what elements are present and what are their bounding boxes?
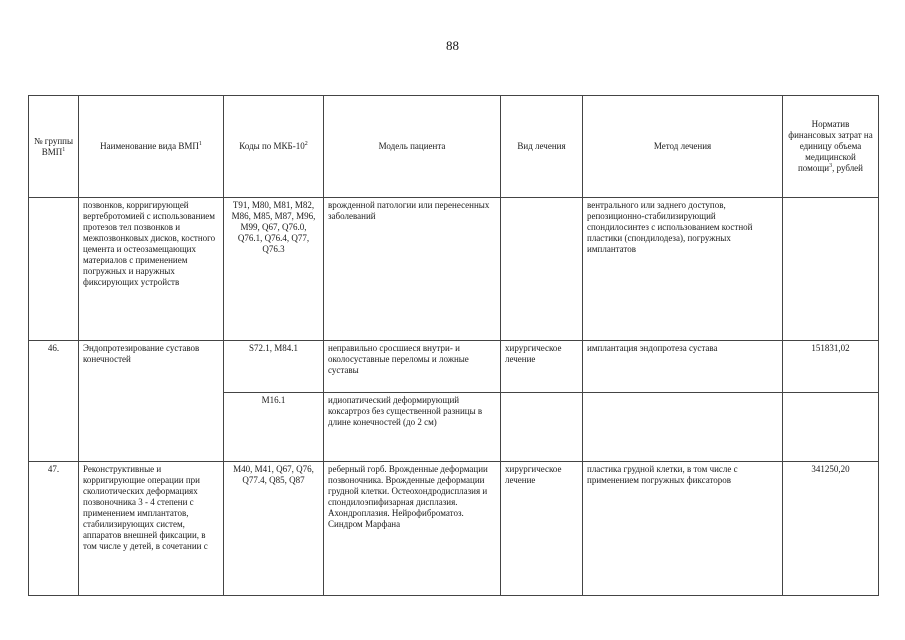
group-number-cell: 47. bbox=[29, 462, 79, 596]
treatment-type-cell bbox=[501, 393, 583, 462]
header-icd-codes: Коды по МКБ-$10^2$ bbox=[224, 96, 324, 198]
vmp-name-cell: Эндопротезирование суставов конечностей bbox=[79, 341, 224, 462]
treatment-type-cell: хирургическое лечение bbox=[501, 341, 583, 393]
patient-model-cell: неправильно сросшиеся внутри- и околосуставные переломы и ложные суставы bbox=[324, 341, 501, 393]
header-treatment-type: Вид лечения bbox=[501, 96, 583, 198]
cost-cell bbox=[783, 198, 879, 341]
table-row bbox=[29, 462, 879, 596]
vmp-table bbox=[28, 95, 879, 596]
vmp-name-cell: Реконструктивные и корригирующие операции при сколиотических деформациях позвоночника 3 - 4 степени с применением имплантатов, стабилизирующих систем, аппаратов внешней фиксации, в том числе у детей, в сочетании с bbox=[79, 462, 224, 596]
treatment-type-cell: хирургическое лечение bbox=[501, 462, 583, 596]
patient-model-cell: идиопатический деформирующий коксартроз без существенной разницы в длине конечностей (до 2 см) bbox=[324, 393, 501, 462]
treatment-method-cell: имплантация эндопротеза сустава bbox=[583, 341, 783, 393]
icd-codes-cell: M16.1 bbox=[224, 393, 324, 462]
patient-model-cell: врожденной патологии или перенесенных заболеваний bbox=[324, 198, 501, 341]
icd-codes-cell: M40, M41, Q67, Q76, Q77.4, Q85, Q87 bbox=[224, 462, 324, 596]
treatment-type-cell bbox=[501, 198, 583, 341]
vmp-name-cell: позвонков, корригирующей вертебротомией с использованием протезов тел позвонков и межпозвонковых дисков, костного цемента и остеозамещающих материалов с применением погружных и наружных фиксирующих устройств bbox=[79, 198, 224, 341]
header-vmp-name: Наименование вида ВМП$^1$ bbox=[79, 96, 224, 198]
cost-cell: 151831,02 bbox=[783, 341, 879, 393]
icd-codes-cell: S72.1, M84.1 bbox=[224, 341, 324, 393]
header-treatment-method: Метод лечения bbox=[583, 96, 783, 198]
header-group-number: № группы ВМП$^1$ bbox=[29, 96, 79, 198]
cost-cell bbox=[783, 393, 879, 462]
icd-codes-cell: T91, M80, M81, M82, M86, M85, M87, M96, M99, Q67, Q76.0, Q76.1, Q76.4, Q77, Q76.3 bbox=[224, 198, 324, 341]
group-number-cell bbox=[29, 198, 79, 341]
treatment-method-cell: вентрального или заднего доступов, репозиционно-стабилизирующий спондилосинтез с использованием костной пластики (спондилодеза), погружных имплантатов bbox=[583, 198, 783, 341]
treatment-method-cell bbox=[583, 393, 783, 462]
page-number: 88 bbox=[446, 38, 459, 53]
header-patient-model: Модель пациента bbox=[324, 96, 501, 198]
patient-model-cell: реберный горб. Врожденные деформации позвоночника. Врожденные деформации грудной клетки. Остеохондродисплазия и спондилоэпифизарная дисплазия. Ахондроплазия. Нейрофиброматоз. Синдром Марфана bbox=[324, 462, 501, 596]
treatment-method-cell: пластика грудной клетки, в том числе с применением погружных фиксаторов bbox=[583, 462, 783, 596]
table-row bbox=[29, 198, 879, 341]
cost-cell: 341250,20 bbox=[783, 462, 879, 596]
table-row bbox=[29, 341, 879, 393]
group-number-cell: 46. bbox=[29, 341, 79, 462]
table-header-row bbox=[29, 96, 879, 198]
header-cost-norm: Норматив финансовых затрат на единицу объема медицинской помощи$^3$, рублей bbox=[783, 96, 879, 198]
